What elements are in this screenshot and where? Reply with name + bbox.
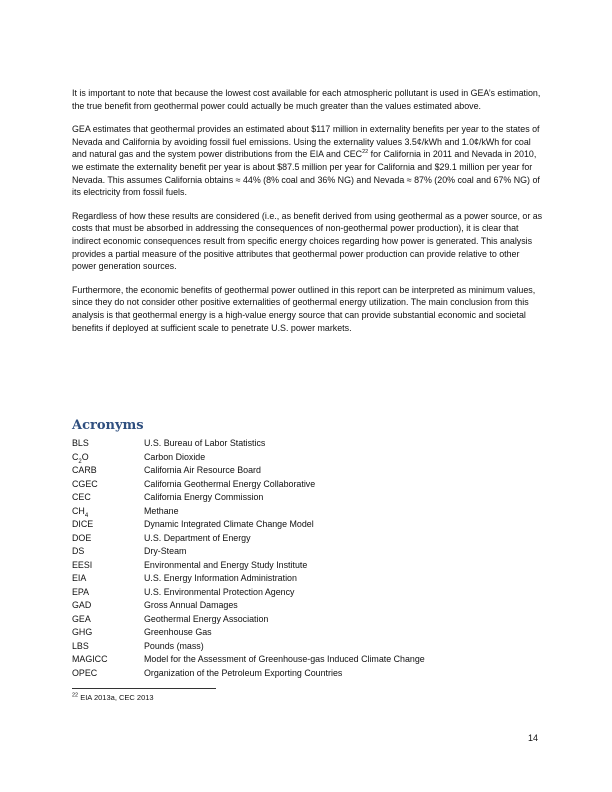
acronym-definition: U.S. Department of Energy [144, 532, 251, 543]
footnote-22 [72, 693, 154, 702]
acronym-abbr: BLS [72, 438, 89, 448]
acronym-abbr: EESI [72, 559, 93, 570]
acronym-abbr-subscript: 2 [78, 458, 82, 465]
acronym-definition: Geothermal Energy Association [144, 613, 269, 624]
acronym-abbr-main: C [72, 451, 79, 462]
acronym-row [72, 599, 542, 613]
acronym-definition: California Air Resource Board [144, 465, 261, 475]
paragraph-2 [72, 123, 544, 199]
acronym-definition: Pounds (mass) [144, 640, 204, 651]
acronym-abbr: EPA [72, 586, 90, 597]
acronym-row [72, 532, 542, 546]
acronym-row [72, 572, 542, 586]
acronym-row [72, 559, 542, 573]
acronym-definition: Environmental and Energy Study Institute [144, 559, 308, 570]
acronym-abbr: CARB [72, 465, 97, 475]
paragraph-2-part-1: GEA estimates that geothermal provides an estimated about $117 million in externality benefits per year to the states of Nevada and California by avoiding fossil fuel emissions. Using the externality values 3.5¢/kWh and 1.0¢/kWh for coal and natural gas and the system power distributions from the EIA and CEC [72, 124, 540, 160]
acronym-row [72, 586, 542, 600]
footnote-ref-22: 22 [362, 149, 369, 156]
body-text [72, 87, 544, 345]
acronym-abbr: CGEC [72, 478, 98, 489]
acronym-abbr [72, 505, 88, 519]
acronym-row [72, 464, 542, 478]
acronym-definition: U.S. Bureau of Labor Statistics [144, 438, 266, 448]
acronym-row [72, 518, 542, 532]
acronyms-heading: Acronyms [72, 418, 144, 433]
acronym-abbr: DICE [72, 519, 94, 529]
acronym-definition: Model for the Assessment of Greenhouse-gas Induced Climate Change [144, 654, 425, 664]
acronym-abbr: GAD [72, 600, 92, 610]
paragraph-2-part-2: for California in 2011 and Nevada in 2010, we estimate the externality benefit per year is about $87.5 million per year for California and $29.1 million per year for Nevada. This assumes California obtains ≈ 44% (8% coal and 36% NG) and Nevada ≈ 87% (20% coal and 67% NG) of its electricity from fossil fuels. [72, 149, 540, 198]
acronym-abbr-tail: O [81, 451, 89, 462]
footnote-separator [72, 688, 216, 689]
acronym-abbr [72, 451, 89, 465]
acronym-row [72, 653, 542, 667]
acronym-definition: Carbon Dioxide [144, 451, 206, 462]
acronym-row [72, 626, 542, 640]
paragraph-3: Regardless of how these results are considered (i.e., as benefit derived from using geothermal as a power source, or as costs that must be absorbed in addressing the consequences of non-geothermal power production), it is clear that indirect economic consequences result from specific energy choices regarding how power is generated. This analysis provides a partial measure of the positive attributes that geothermal power production can provide relative to other power generation sources. [72, 210, 543, 272]
acronym-row [72, 491, 542, 505]
acronym-abbr: LBS [72, 640, 89, 651]
acronym-row [72, 451, 542, 465]
acronym-definition: California Energy Commission [144, 492, 264, 502]
acronym-abbr-subscript: 4 [84, 512, 89, 519]
acronym-list [72, 437, 542, 680]
paragraph-4: Furthermore, the economic benefits of geothermal power outlined in this report can be interpreted as minimum values, since they do not consider other positive externalities of geothermal energy utilization. The main conclusion from this analysis is that geothermal energy is a high-value energy source that can provide substantial economic and societal benefits if deployed at sufficient scale to penetrate U.S. power markets. [72, 284, 536, 333]
acronym-definition: U.S. Energy Information Administration [144, 573, 297, 583]
acronym-abbr: DS [72, 546, 85, 556]
page-number: 14 [528, 733, 539, 743]
acronym-abbr: CEC [72, 492, 91, 502]
acronym-definition: U.S. Environmental Protection Agency [144, 586, 295, 597]
acronym-abbr: OPEC [72, 667, 98, 678]
acronym-row [72, 667, 542, 681]
acronym-definition: Organization of the Petroleum Exporting Countries [144, 667, 343, 678]
acronym-row [72, 437, 542, 451]
acronym-definition: California Geothermal Energy Collaborative [144, 478, 316, 489]
acronym-row [72, 613, 542, 627]
acronym-abbr: GEA [72, 613, 91, 624]
footnote-text: EIA 2013a, CEC 2013 [78, 693, 154, 702]
acronym-abbr: DOE [72, 532, 92, 543]
acronym-definition: Dynamic Integrated Climate Change Model [144, 519, 314, 529]
footnote-number: 22 [72, 692, 79, 699]
acronym-row [72, 478, 542, 492]
acronym-definition: Gross Annual Damages [144, 600, 238, 610]
paragraph-1: It is important to note that because the lowest cost available for each atmospheric pollutant is used in GEA’s estimation, the true benefit from geothermal power could actually be much greater than the values estimated above. [72, 88, 541, 111]
acronym-row [72, 505, 542, 519]
acronym-definition: Methane [144, 505, 179, 516]
acronym-row [72, 640, 542, 654]
acronym-definition: Dry-Steam [144, 546, 187, 556]
acronym-row [72, 545, 542, 559]
acronym-definition: Greenhouse Gas [144, 627, 212, 637]
acronym-abbr: MAGICC [72, 654, 108, 664]
acronym-abbr: GHG [72, 627, 93, 637]
acronym-abbr-main: CH [72, 505, 85, 516]
acronym-abbr: EIA [72, 573, 87, 583]
